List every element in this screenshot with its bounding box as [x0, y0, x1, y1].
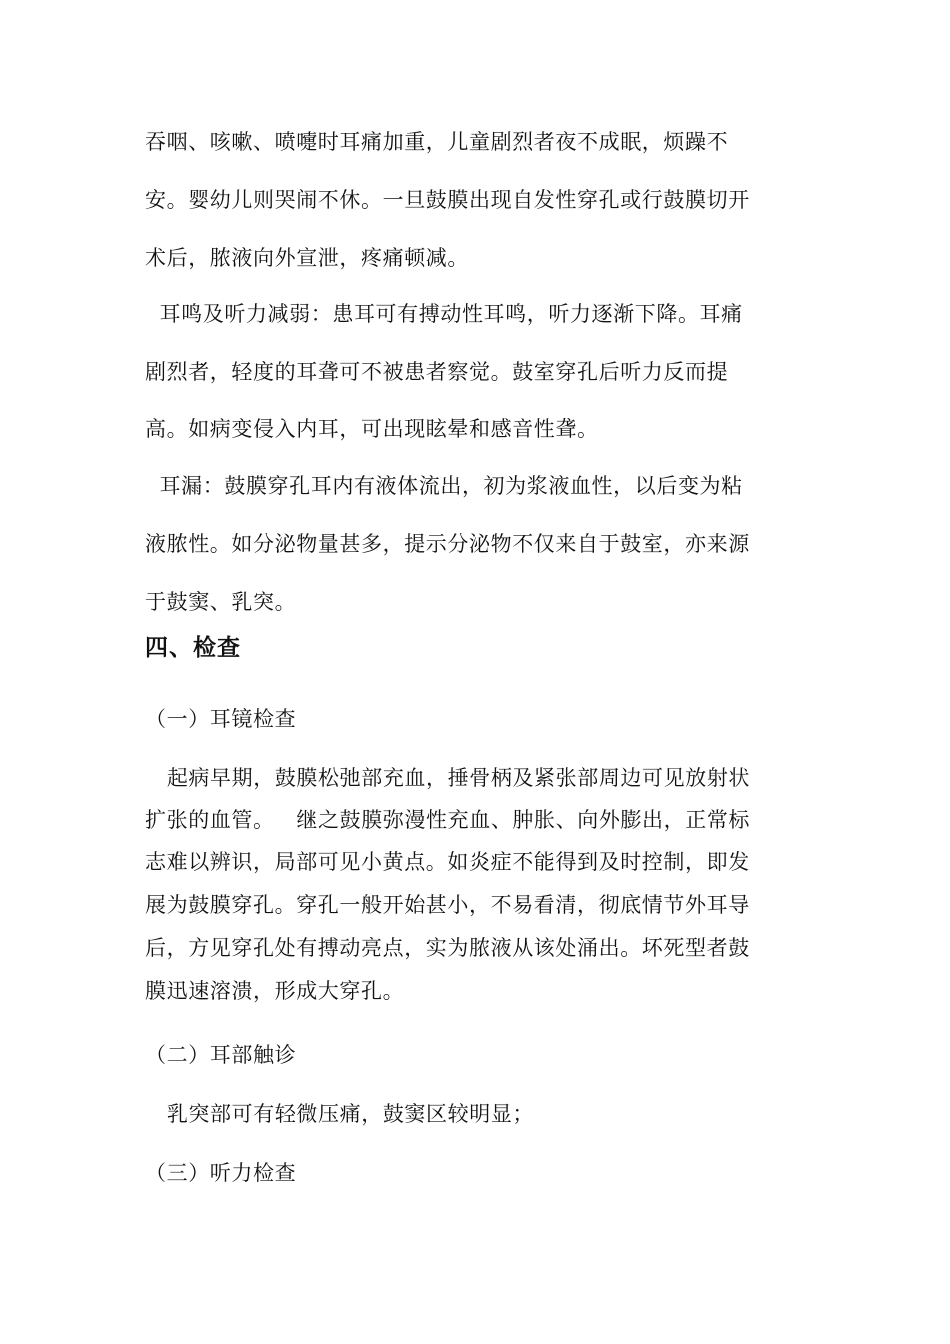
text-line: 安。婴幼儿则哭闹不休。一旦鼓膜出现自发性穿孔或行鼓膜切开	[145, 188, 750, 212]
text-line: 剧烈者，轻度的耳聋可不被患者察觉。鼓室穿孔后听力反而提	[145, 360, 729, 384]
text-line: 耳鸣及听力减弱：患耳可有搏动性耳鸣，听力逐渐下降。耳痛	[145, 302, 743, 326]
text-line: 吞咽、咳嗽、喷嚏时耳痛加重，儿童剧烈者夜不成眠，烦躁不	[145, 130, 729, 154]
text-line: 耳漏：鼓膜穿孔耳内有液体流出，初为浆液血性，以后变为粘	[145, 474, 743, 498]
text-line: 乳突部可有轻微压痛，鼓窦区较明显；	[145, 1102, 535, 1126]
subsection-title: （二）耳部触诊	[145, 1043, 297, 1067]
text-line: 展为鼓膜穿孔。穿孔一般开始甚小，不易看清，彻底情节外耳导	[145, 893, 750, 917]
text-line: 志难以辨识，局部可见小黄点。如炎症不能得到及时控制，即发	[145, 850, 750, 874]
text-line: 液脓性。如分泌物量甚多，提示分泌物不仅来自于鼓室，亦来源	[145, 532, 750, 556]
text-line: 高。如病变侵入内耳，可出现眩晕和感音性聋。	[145, 417, 599, 441]
subsection-title: （一）耳镜检查	[145, 707, 297, 731]
subsection-title: （三）听力检查	[145, 1161, 297, 1185]
text-line: 于鼓窦、乳突。	[145, 590, 297, 614]
text-line: 膜迅速溶溃，形成大穿孔。	[145, 979, 405, 1003]
text-line: 扩张的血管。 继之鼓膜弥漫性充血、肿胀、向外膨出，正常标	[145, 808, 751, 832]
text-line: 后，方见穿孔处有搏动亮点，实为脓液从该处涌出。坏死型者鼓	[145, 936, 750, 960]
text-line: 术后，脓液向外宣泄，疼痛顿减。	[145, 246, 469, 270]
section-heading: 四、检查	[145, 635, 241, 661]
text-line: 起病早期，鼓膜松弛部充血，捶骨柄及紧张部周边可见放射状	[145, 766, 751, 790]
